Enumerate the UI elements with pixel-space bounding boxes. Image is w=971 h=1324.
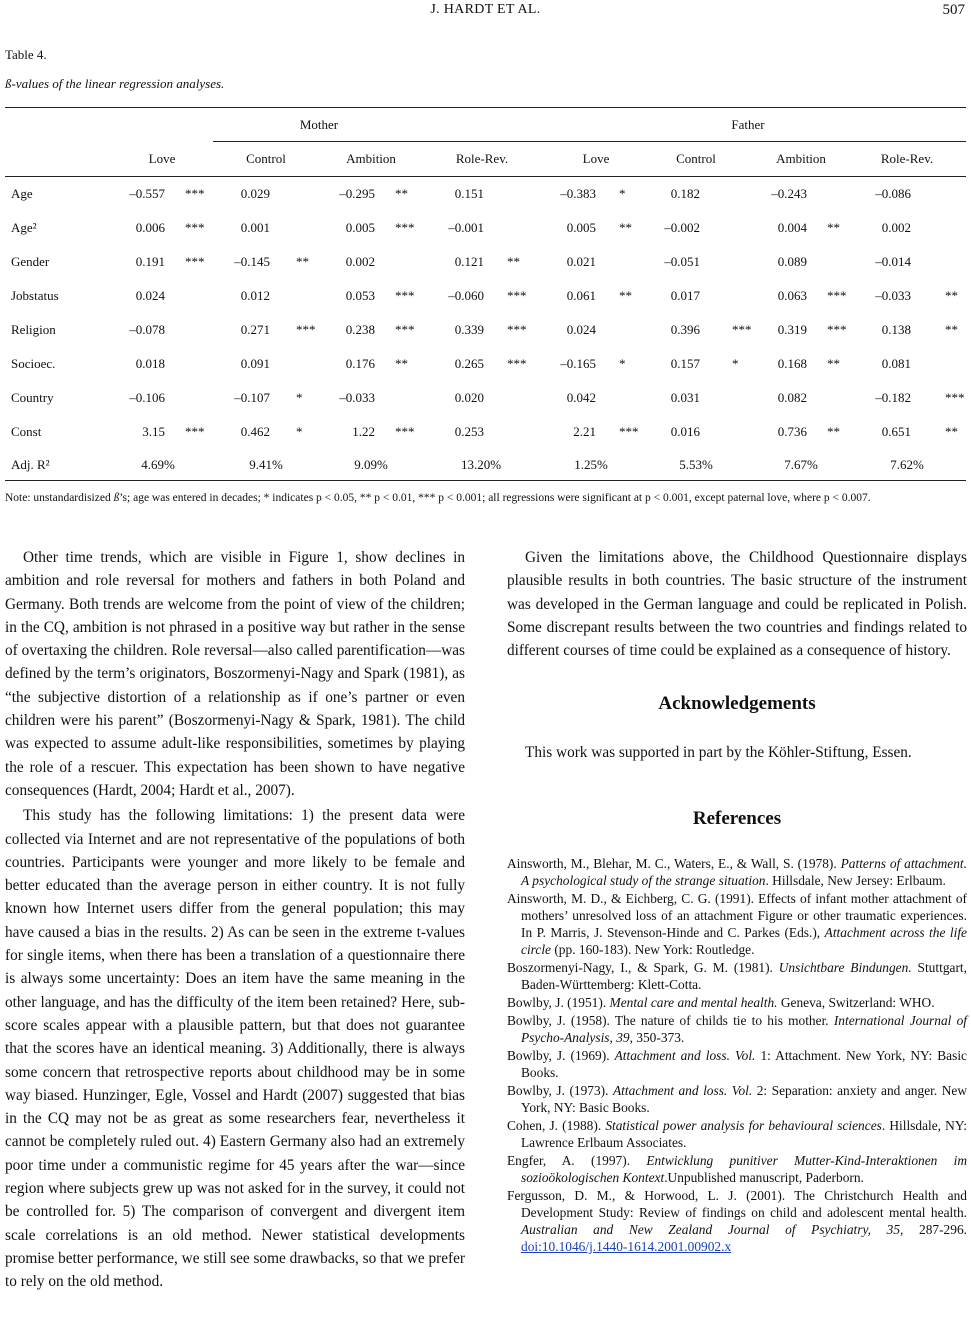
table-cell-value: 0.017	[670, 288, 700, 303]
reference-title: Mental care and mental health.	[609, 995, 778, 1010]
table-cell-value: 0.005	[566, 220, 596, 235]
table-label: Table 4.	[5, 47, 47, 62]
reference-entry	[507, 1047, 967, 1081]
reference-text: Fergusson, D. M., & Horwood, L. J. (2001). The Christchurch Health and Development Study: Review of findings on child and adolescent mental health.	[507, 1188, 967, 1220]
table-cell-value: 0.021	[566, 254, 596, 269]
significance-stars: ***	[296, 322, 316, 337]
significance-stars: **	[945, 288, 958, 303]
significance-stars: ***	[185, 254, 205, 269]
table-header-rule	[5, 176, 966, 177]
table-cell-value: –0.033	[875, 288, 911, 303]
reference-title: Attachment and loss. Vol.	[614, 1048, 756, 1063]
table-cell-value: –0.557	[129, 186, 165, 201]
reference-entry	[507, 890, 967, 958]
table-cell-value: –0.107	[234, 390, 270, 405]
table-cell-value: –0.106	[129, 390, 165, 405]
body-paragraph: Other time trends, which are visible in Figure 1, show declines in ambition and role reversal for mothers and fathers in both Poland and Germany. Both trends are welcome from the point of view of the children; in the CQ, ambition is not phrased in a positive way but rather in the sense of overtaxing the children. Role reversal—also called parentification—was defined by the term’s originators, Boszormenyi-Nagy and Spark (1981), as “the subjective distortion of a relationship as if one’s partner or even children were his parent” (Boszormenyi-Nagy & Spark, 1981). The child was expected to assume adult-like responsibilities, sometimes by playing the role of a rescuer. This expectation has been shown to have negative consequences (Hardt, 2004; Hardt et al., 2007).	[5, 549, 465, 799]
reference-text: 1: Attachment. New York, NY: Basic Books.	[521, 1048, 967, 1080]
table-bottom-rule	[5, 480, 966, 481]
table-cell-value: 3.15	[142, 424, 165, 439]
column-header: Role-Rev.	[455, 151, 509, 166]
table-cell-value: 0.396	[670, 322, 700, 337]
adj-r2-value: 9.41%	[249, 457, 283, 472]
table-cell-value: 0.091	[240, 356, 270, 371]
reference-title: Unsichtbare Bindungen.	[778, 960, 912, 975]
table-cell-value: 0.024	[566, 322, 596, 337]
table-cell-value: –0.086	[875, 186, 911, 201]
conclusion-paragraph: Given the limitations above, the Childhood Questionnaire displays plausible results in both countries. The basic structure of the instrument was developed in the German language and could be replicated in Polish. Some discrepant results between the two countries and findings related to different courses of time could be explained as a consequence of history.	[507, 549, 967, 660]
table-top-rule	[5, 107, 966, 108]
reference-text: Ainsworth, M., Blehar, M. C., Waters, E., & Wall, S. (1978).	[507, 856, 841, 871]
row-label: Gender	[11, 254, 50, 269]
reference-text: , 350-373.	[629, 1030, 685, 1045]
adj-r2-value: 7.62%	[890, 457, 924, 472]
reference-text: Cohen, J. (1988).	[507, 1118, 606, 1133]
significance-stars: ***	[185, 220, 205, 235]
reference-title: Entwicklung punitiver Mutter-Kind-Interaktionen im sozioökologischen Kontext	[521, 1153, 967, 1185]
table-cell-value: 0.029	[240, 186, 270, 201]
row-label: Const	[11, 424, 42, 439]
page-number: 507	[942, 2, 965, 18]
acknowledgements-text-block	[507, 741, 967, 764]
acknowledgements-text: This work was supported in part by the Köhler-Stiftung, Essen.	[525, 744, 912, 761]
table-cell-value: –0.060	[448, 288, 484, 303]
table-cell-value: 0.018	[135, 356, 165, 371]
column-header: Ambition	[346, 151, 396, 166]
table-cell-value: 0.736	[777, 424, 807, 439]
table-cell-value: 0.012	[240, 288, 270, 303]
reference-entry	[507, 1082, 967, 1116]
column-header: Role-Rev.	[880, 151, 934, 166]
table-cell-value: 0.031	[670, 390, 700, 405]
adj-r2-value: 1.25%	[574, 457, 608, 472]
table-cell-value: –0.243	[771, 186, 807, 201]
group-header-rule	[213, 141, 966, 142]
row-label: Country	[11, 390, 54, 405]
reference-text: (pp. 160-183). New York: Routledge.	[551, 942, 755, 957]
reference-list	[507, 855, 967, 1256]
significance-stars: ***	[185, 424, 205, 439]
row-label: Jobstatus	[11, 288, 59, 303]
row-label: Socioec.	[11, 356, 56, 371]
significance-stars: **	[827, 424, 840, 439]
reference-title: International Journal of Psycho-Analysis, 39	[521, 1013, 967, 1045]
column-header: Control	[676, 151, 716, 166]
table-cell-value: 0.121	[454, 254, 484, 269]
table-cell-value: 0.168	[777, 356, 807, 371]
significance-stars: ***	[945, 390, 965, 405]
significance-stars: **	[827, 356, 840, 371]
table-cell-value: 0.191	[135, 254, 165, 269]
significance-stars: **	[507, 254, 520, 269]
adj-r2-value: 9.09%	[354, 457, 388, 472]
reference-title: Attachment and loss. Vol.	[613, 1083, 753, 1098]
table-cell-value: 0.002	[345, 254, 375, 269]
significance-stars: ***	[507, 288, 527, 303]
body-paragraph: This study has the following limitations: 1) the present data were collected via Internet and are not representative of the populations of both countries. Participants were younger and more likely to be female and better educated than the average person in either country. It is not fully known how Internet users differ from the general population; this may have caused a bias in the results. 2) As can be seen in the extreme t-values for single items, when there has been a translation of a questionnaire there is always some uncertainty: Does an item have the same meaning in the other language, and has the difficulty of the item been retained? Here, sub-score scales appear with a plausible pattern, but that does not guarantee that the scores have an identical meaning. 3) Additionally, there is always some concern that retrospective reports about childhood may be in some way biased. Hunzinger, Egle, Vossel and Hardt (2007) suggested that bias in the CQ may not be as great as some researchers fear, nevertheless it cannot be completely ruled out. 4) Eastern Germany also had an extremely poor time under a communistic regime for 45 years after the war—since region where subjects grew up was not asked for in the survey, it could not be controlled for. 5) The comparison of convergent and divergent item scale correlations is an old method. Newer statistical developments promise better performance, we still see some drawbacks, so that we prefer to rely on the old method.	[5, 807, 466, 1291]
reference-title: Statistical power analysis for behavioural sciences	[605, 1118, 882, 1133]
significance-stars: ***	[732, 322, 752, 337]
reference-text: Ainsworth, M. D., & Eichberg, C. G. (1991). Effects of infant mother attachment of mothers’ unresolved loss of an attachment Figure or other traumatic experiences. In P. Marris, J. Stevenson-Hinde and C. Parkes (Eds.),	[507, 891, 967, 940]
adj-r2-value: 5.53%	[679, 457, 713, 472]
reference-text: , 287-296.	[900, 1222, 967, 1237]
table-cell-value: 0.138	[881, 322, 911, 337]
column-header: Love	[582, 151, 610, 166]
table-cell-value: –0.383	[560, 186, 596, 201]
reference-text: Geneva, Switzerland: WHO.	[777, 995, 935, 1010]
table-cell-value: 0.081	[881, 356, 911, 371]
table-cell-value: 0.082	[777, 390, 807, 405]
significance-stars: *	[619, 356, 626, 371]
table-cell-value: 0.339	[454, 322, 484, 337]
table-cell-value: –0.165	[560, 356, 596, 371]
table-cell-value: 0.253	[454, 424, 484, 439]
table-cell-value: 0.238	[345, 322, 375, 337]
left-column	[5, 546, 465, 1294]
running-head	[0, 2, 971, 18]
table-cell-value: 0.016	[670, 424, 700, 439]
table-cell-value: 0.089	[777, 254, 807, 269]
table-cell-value: –0.002	[664, 220, 700, 235]
group-label-mother: Mother	[299, 117, 339, 132]
reference-text: Engfer, A. (1997).	[507, 1153, 647, 1168]
reference-entry	[507, 1152, 967, 1186]
column-header: Love	[148, 151, 176, 166]
table-cell-value: 1.22	[352, 424, 375, 439]
table-cell-value: 0.271	[240, 322, 270, 337]
table-cell-value: 0.157	[670, 356, 700, 371]
reference-text: .Unpublished manuscript, Paderborn.	[664, 1170, 864, 1185]
table-note-beta: ß	[113, 492, 120, 504]
table-cell-value: –0.145	[234, 254, 270, 269]
reference-text: 2: Separation: anxiety and anger. New York, NY: Basic Books.	[521, 1083, 967, 1115]
significance-stars: **	[296, 254, 309, 269]
right-column	[507, 546, 967, 662]
row-label: Religion	[11, 322, 56, 337]
significance-stars: ***	[507, 356, 527, 371]
reference-text: Bowlby, J. (1951).	[507, 995, 610, 1010]
reference-text: Boszormenyi-Nagy, I., & Spark, G. M. (1981).	[507, 960, 779, 975]
running-head-text: J. HARDT ET AL.	[430, 2, 541, 17]
reference-title: Patterns of attachment. A psychological study of the strange situation	[521, 856, 967, 888]
acknowledgements-heading: Acknowledgements	[658, 693, 816, 714]
significance-stars: **	[395, 356, 408, 371]
significance-stars: *	[619, 186, 626, 201]
reference-text: Bowlby, J. (1973).	[507, 1083, 613, 1098]
reference-text: Bowlby, J. (1969).	[507, 1048, 615, 1063]
significance-stars: ***	[507, 322, 527, 337]
table-caption: ß-values of the linear regression analyses.	[5, 76, 225, 91]
adj-r2-value: 7.67%	[784, 457, 818, 472]
table-cell-value: 0.061	[566, 288, 596, 303]
table-cell-value: –0.051	[664, 254, 700, 269]
table-cell-value: 0.042	[566, 390, 596, 405]
significance-stars: **	[395, 186, 408, 201]
column-header: Ambition	[776, 151, 826, 166]
significance-stars: **	[945, 322, 958, 337]
row-label: Age²	[11, 220, 37, 235]
reference-entry	[507, 994, 967, 1011]
table-cell-value: 0.002	[881, 220, 911, 235]
table-cell-value: –0.182	[875, 390, 911, 405]
table-cell-value: –0.078	[129, 322, 165, 337]
reference-title: Australian and New Zealand Journal of Psychiatry, 35	[521, 1222, 901, 1237]
table-cell-value: 0.265	[454, 356, 484, 371]
significance-stars: ***	[395, 322, 415, 337]
reference-text: . Hillsdale, New Jersey: Erlbaum.	[765, 873, 946, 888]
column-header: Control	[246, 151, 286, 166]
adj-r2-value: 13.20%	[460, 457, 502, 472]
reference-entry	[507, 959, 967, 993]
table-cell-value: –0.001	[448, 220, 484, 235]
table-cell-value: –0.033	[339, 390, 375, 405]
reference-entry	[507, 1187, 967, 1255]
table-note	[5, 489, 965, 508]
significance-stars: **	[827, 220, 840, 235]
reference-entry	[507, 855, 967, 889]
table-cell-value: 0.024	[135, 288, 165, 303]
table-cell-value: 0.176	[345, 356, 375, 371]
significance-stars: ***	[619, 424, 639, 439]
group-label-father: Father	[731, 117, 765, 132]
table-cell-value: –0.295	[339, 186, 375, 201]
reference-text: Bowlby, J. (1958). The nature of childs tie to his mother.	[507, 1013, 834, 1028]
significance-stars: *	[296, 390, 303, 405]
table-cell-value: 0.182	[670, 186, 700, 201]
table-cell-value: 0.005	[345, 220, 375, 235]
significance-stars: ***	[185, 186, 205, 201]
significance-stars: ***	[827, 288, 847, 303]
table-cell-value: 0.020	[454, 390, 484, 405]
table-note-prefix: Note: unstandardisized	[5, 492, 114, 504]
adj-r2-value: 4.69%	[141, 457, 175, 472]
reference-title: Attachment across the life circle	[521, 925, 967, 957]
table-cell-value: 0.006	[135, 220, 165, 235]
table-cell-value: 0.151	[454, 186, 484, 201]
row-label: Adj. R²	[11, 457, 50, 472]
significance-stars: **	[619, 288, 632, 303]
reference-text: Stuttgart, Baden-Württemberg: Klett-Cotta.	[521, 960, 967, 992]
significance-stars: *	[732, 356, 739, 371]
table-cell-value: –0.014	[875, 254, 911, 269]
significance-stars: ***	[827, 322, 847, 337]
reference-entry	[507, 1012, 967, 1046]
references-heading: References	[692, 808, 782, 829]
table-note-rest: ’s; age was entered in decades; * indicates p < 0.05, ** p < 0.01, *** p < 0.001; all regressions were significant at p < 0.001, except paternal love, where p < 0.007.	[119, 492, 871, 504]
table-cell-value: 0.063	[777, 288, 807, 303]
reference-text: . Hillsdale, NY: Lawrence Erlbaum Associates.	[521, 1118, 967, 1150]
significance-stars: **	[945, 424, 958, 439]
doi-link[interactable]: doi:10.1046/j.1440-1614.2001.00902.x	[521, 1239, 732, 1254]
table-cell-value: 2.21	[573, 424, 596, 439]
row-label: Age	[11, 186, 33, 201]
table-cell-value: 0.004	[777, 220, 807, 235]
significance-stars: ***	[395, 288, 415, 303]
reference-entry	[507, 1117, 967, 1151]
significance-stars: **	[619, 220, 632, 235]
table-cell-value: 0.651	[881, 424, 911, 439]
significance-stars: *	[296, 424, 303, 439]
significance-stars: ***	[395, 220, 415, 235]
significance-stars: ***	[395, 424, 415, 439]
table-cell-value: 0.319	[777, 322, 807, 337]
table-cell-value: 0.001	[240, 220, 270, 235]
table-cell-value: 0.462	[240, 424, 270, 439]
table-cell-value: 0.053	[345, 288, 375, 303]
